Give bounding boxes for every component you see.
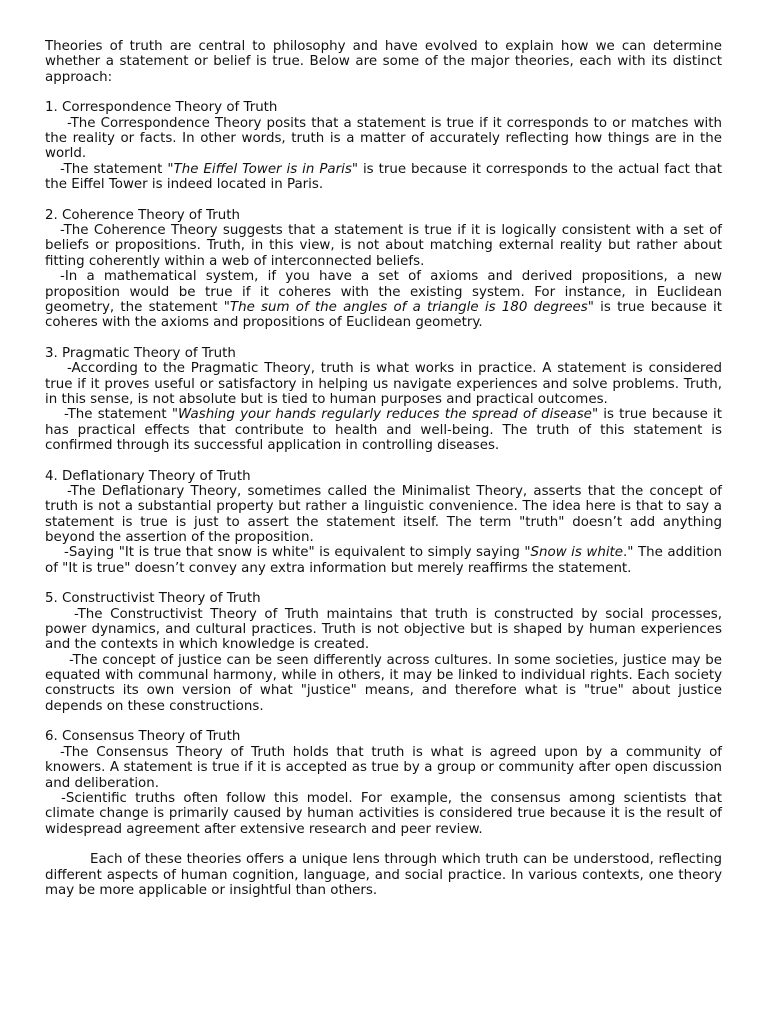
section-description: -The Correspondence Theory posits that a statement is true if it corresponds to or matches with the reality or facts. In other words, truth is a matter of accurately reflecting how things are in the world.: [45, 115, 722, 162]
section-consensus: [45, 729, 722, 836]
section-constructivist: [45, 591, 722, 714]
document-page: [45, 39, 722, 898]
section-heading: 1. Correspondence Theory of Truth: [45, 100, 278, 116]
section-pragmatic: [45, 346, 722, 453]
section-heading: 3. Pragmatic Theory of Truth: [45, 345, 236, 361]
section-description: -The Deflationary Theory, sometimes called the Minimalist Theory, asserts that the concept of truth is not a substantial property but rather a linguistic convenience. The idea here is that to say a statement is true is just to assert the statement itself. The term "truth" doesn’t add anything beyond the assertion of the proposition.: [45, 483, 722, 545]
section-example: -The statement "Washing your hands regularly reduces the spread of disease" is true because it has practical effects that contribute to health and well-being. The truth of this statement is confirmed through its successful application in controlling diseases.: [45, 407, 723, 453]
section-example: -Scientific truths often follow this model. For example, the consensus among scientists that climate change is primarily caused by human activities is considered true because it is the result of widespread agreement after extensive research and peer review.: [45, 790, 722, 837]
section-description: -According to the Pragmatic Theory, truth is what works in practice. A statement is considered true if it proves useful or satisfactory in helping us navigate experiences and solve problems. Truth, in this sense, is not absolute but is tied to human purposes and practical outcomes.: [45, 361, 722, 407]
section-example: -In a mathematical system, if you have a set of axioms and derived propositions, a new proposition would be true if it coheres with the existing system. For instance, in Euclidean geometry, the statement "The sum of the angles of a triangle is 180 degrees" is true because it coheres with the axioms and propositions of Euclidean geometry.: [45, 269, 722, 331]
conclusion-paragraph: Each of these theories offers a unique lens through which truth can be understood, reflecting different aspects of human cognition, language, and social practice. In various contexts, one theory may be more applicable or insightful than others.: [45, 852, 722, 898]
section-description: -The Constructivist Theory of Truth maintains that truth is constructed by social processes, power dynamics, and cultural practices. Truth is not objective but is shaped by human experiences and the contexts in which knowledge is created.: [45, 606, 722, 653]
section-heading: 4. Deflationary Theory of Truth: [45, 468, 251, 484]
intro-paragraph: Theories of truth are central to philosophy and have evolved to explain how we can determine whether a statement or belief is true. Below are some of the major theories, each with its distinct approach:: [45, 39, 722, 85]
section-heading: 2. Coherence Theory of Truth: [45, 207, 240, 223]
section-description: -The Consensus Theory of Truth holds that truth is what is agreed upon by a community of knowers. A statement is true if it is accepted as true by a group or community after open discussion and deliberation.: [45, 744, 722, 791]
section-heading: 5. Constructivist Theory of Truth: [45, 591, 261, 607]
section-coherence: [45, 208, 722, 331]
section-example: -Saying "It is true that snow is white" is equivalent to simply saying "Snow is white." The addition of "It is true" doesn’t convey any extra information but merely reaffirms the statement.: [45, 545, 722, 576]
section-correspondence: [45, 100, 722, 192]
section-heading: 6. Consensus Theory of Truth: [45, 729, 241, 745]
section-deflationary: [45, 469, 722, 576]
example-quote: The sum of the angles of a triangle is 180 degrees: [229, 299, 588, 315]
example-quote: Washing your hands regularly reduces the spread of disease: [178, 407, 592, 423]
section-description: -The Coherence Theory suggests that a statement is true if it is logically consistent with a set of beliefs or propositions. Truth, in this view, is not about matching external reality but rather about fitting coherently within a web of interconnected beliefs.: [45, 223, 722, 269]
example-quote: Snow is white: [530, 545, 624, 561]
section-example: -The concept of justice can be seen differently across cultures. In some societies, justice may be equated with communal harmony, while in others, it may be linked to individual rights. Each society constructs its own version of what "justice" means, and therefore what is "true" about justice depends on these constructions.: [45, 652, 722, 714]
section-example: -The statement "The Eiffel Tower is in Paris" is true because it corresponds to the actual fact that the Eiffel Tower is indeed located in Paris.: [45, 161, 722, 193]
example-quote: The Eiffel Tower is in Paris: [173, 161, 352, 177]
